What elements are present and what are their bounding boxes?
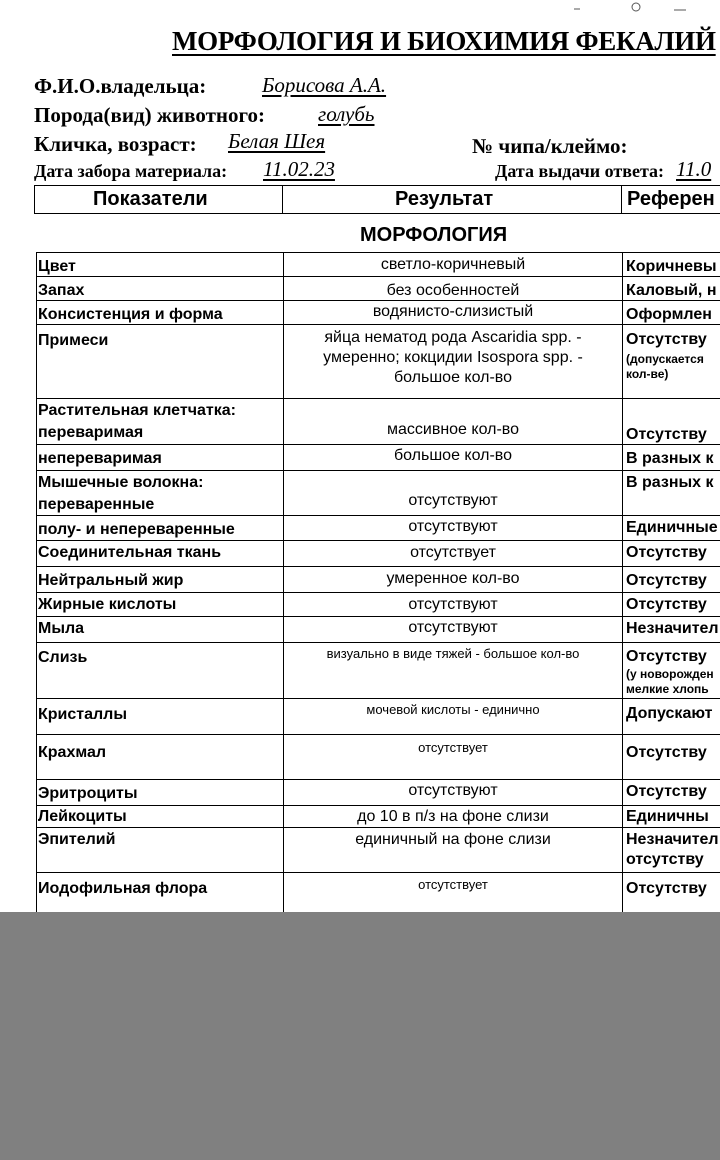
table-row <box>36 642 720 699</box>
indicator-name: Соединительная ткань <box>38 544 222 561</box>
table-row <box>36 616 720 643</box>
table-row <box>36 566 720 593</box>
reference-value: Отсутству <box>626 783 707 800</box>
reference-value: Отсутству <box>626 880 707 897</box>
reference-value: Оформлен <box>626 306 712 323</box>
result-date-label: Дата выдачи ответа: <box>495 161 665 181</box>
table-row <box>36 734 720 780</box>
result-value: светло-коричневый <box>380 256 526 273</box>
result-value: отсутствуют <box>408 518 498 535</box>
indicator-name: Запах <box>38 282 85 299</box>
table-row <box>36 805 720 828</box>
reference-value: Отсутству <box>626 544 707 561</box>
name-age-label: Кличка, возраст: <box>34 132 197 156</box>
column-header-indicators: Показатели <box>93 188 208 210</box>
reference-value: В разных к <box>626 450 714 467</box>
reference-value <box>626 647 714 697</box>
result-value: визуально в виде тяжей - большое кол-во <box>326 646 580 661</box>
reference-value: Отсутству <box>626 426 707 443</box>
indicator-name: Растительная клетчатка: <box>38 402 236 419</box>
reference-value: Отсутству <box>626 744 707 761</box>
result-value: отсутствует <box>418 740 488 755</box>
result-value: единичный на фоне слизи <box>355 831 551 848</box>
table-row <box>36 324 720 399</box>
result-value: отсутствуют <box>408 596 498 613</box>
reference-main: Отсутству <box>626 331 707 348</box>
scan-artifact <box>574 0 694 12</box>
owner-label: Ф.И.О.владельца: <box>34 74 207 98</box>
column-header-result: Результат <box>395 188 494 210</box>
indicator-name: Мыла <box>38 620 85 637</box>
result-value: отсутствуют <box>408 492 498 509</box>
reference-value: Отсутству <box>626 596 707 613</box>
result-value: отсутствуют <box>408 782 498 799</box>
reference-value: Незначител <box>626 620 719 637</box>
morphology-table <box>36 252 720 912</box>
result-date-value: 11.0 <box>676 157 712 181</box>
document-title: МОРФОЛОГИЯ И БИОХИМИЯ ФЕКАЛИЙ <box>172 26 716 56</box>
column-header-reference: Референ <box>627 188 715 210</box>
sample-date-value: 11.02.23 <box>263 157 335 181</box>
result-value: умеренное кол-во <box>386 570 520 587</box>
reference-note: кол-ве) <box>626 367 669 381</box>
reference-value: Допускают <box>626 705 713 722</box>
table-row <box>36 827 720 873</box>
table-row <box>36 276 720 301</box>
indicator-name: Иодофильная флора <box>38 880 208 897</box>
reference-main: Отсутству <box>626 648 707 665</box>
table-row <box>36 540 720 567</box>
owner-value: Борисова А.А. <box>262 73 387 97</box>
reference-note: мелкие хлопь <box>626 682 709 696</box>
indicator-name: Лейкоциты <box>38 808 127 825</box>
column-header-row <box>34 185 720 214</box>
table-row <box>36 470 720 516</box>
table-row <box>36 779 720 806</box>
species-value: голубь <box>318 102 375 126</box>
gray-overlay <box>0 912 720 1160</box>
table-row <box>36 515 720 541</box>
table-row <box>36 592 720 617</box>
indicator-name: Жирные кислоты <box>38 596 177 613</box>
indicator-subname: переваренные <box>38 496 155 513</box>
reference-value <box>626 330 707 382</box>
reference-value: В разных к <box>626 474 714 491</box>
indicator-name: Слизь <box>38 649 88 666</box>
table-row <box>36 444 720 471</box>
section-title: МОРФОЛОГИЯ <box>360 224 508 246</box>
table-row <box>36 398 720 445</box>
indicator-name: Эпителий <box>38 831 116 848</box>
species-label: Порода(вид) животного: <box>34 103 265 127</box>
result-value: яйца нематод рода Ascaridia spp. - умеренно; кокцидии Isospora spp. - большое кол-во <box>323 329 583 386</box>
indicator-name: Цвет <box>38 258 76 275</box>
table-row <box>36 698 720 735</box>
result-value: до 10 в п/з на фоне слизи <box>357 808 549 825</box>
sample-date-label: Дата забора материала: <box>34 161 228 181</box>
indicator-name: непереваримая <box>38 450 162 467</box>
reference-note: (допускается <box>626 352 704 366</box>
reference-value: Каловый, н <box>626 282 717 299</box>
table-row <box>36 300 720 325</box>
indicator-subname: переваримая <box>38 424 144 441</box>
name-age-value: Белая Шея <box>228 129 326 153</box>
chip-label: № чипа/клеймо: <box>472 134 628 158</box>
table-row <box>36 872 720 913</box>
reference-value: Коричневы <box>626 258 717 275</box>
result-value: большое кол-во <box>393 447 513 464</box>
indicator-name: Мышечные волокна: <box>38 474 204 491</box>
reference-value: Единичны <box>626 808 709 825</box>
result-value: отсутствуют <box>408 619 498 636</box>
indicator-name: Эритроциты <box>38 785 138 802</box>
indicator-name: Примеси <box>38 332 109 349</box>
reference-note: (у новорожден <box>626 667 714 681</box>
indicator-name: Консистенция и форма <box>38 306 223 323</box>
reference-value: Незначител <box>626 831 719 848</box>
reference-value-line2: отсутству <box>626 851 704 868</box>
indicator-name: полу- и непереваренные <box>38 521 235 538</box>
reference-value: Единичные <box>626 519 718 536</box>
reference-value: Отсутству <box>626 572 707 589</box>
result-value: массивное кол-во <box>386 421 520 438</box>
result-value: без особенностей <box>386 282 520 299</box>
indicator-name: Нейтральный жир <box>38 572 184 589</box>
result-value: отсутствует <box>418 877 488 892</box>
result-value: отсутствует <box>410 544 496 561</box>
indicator-name: Крахмал <box>38 744 107 761</box>
indicator-name: Кристаллы <box>38 706 127 723</box>
table-row <box>36 252 720 277</box>
result-value: водянисто-слизистый <box>372 303 534 320</box>
result-value: мочевой кислоты - единично <box>366 702 540 717</box>
